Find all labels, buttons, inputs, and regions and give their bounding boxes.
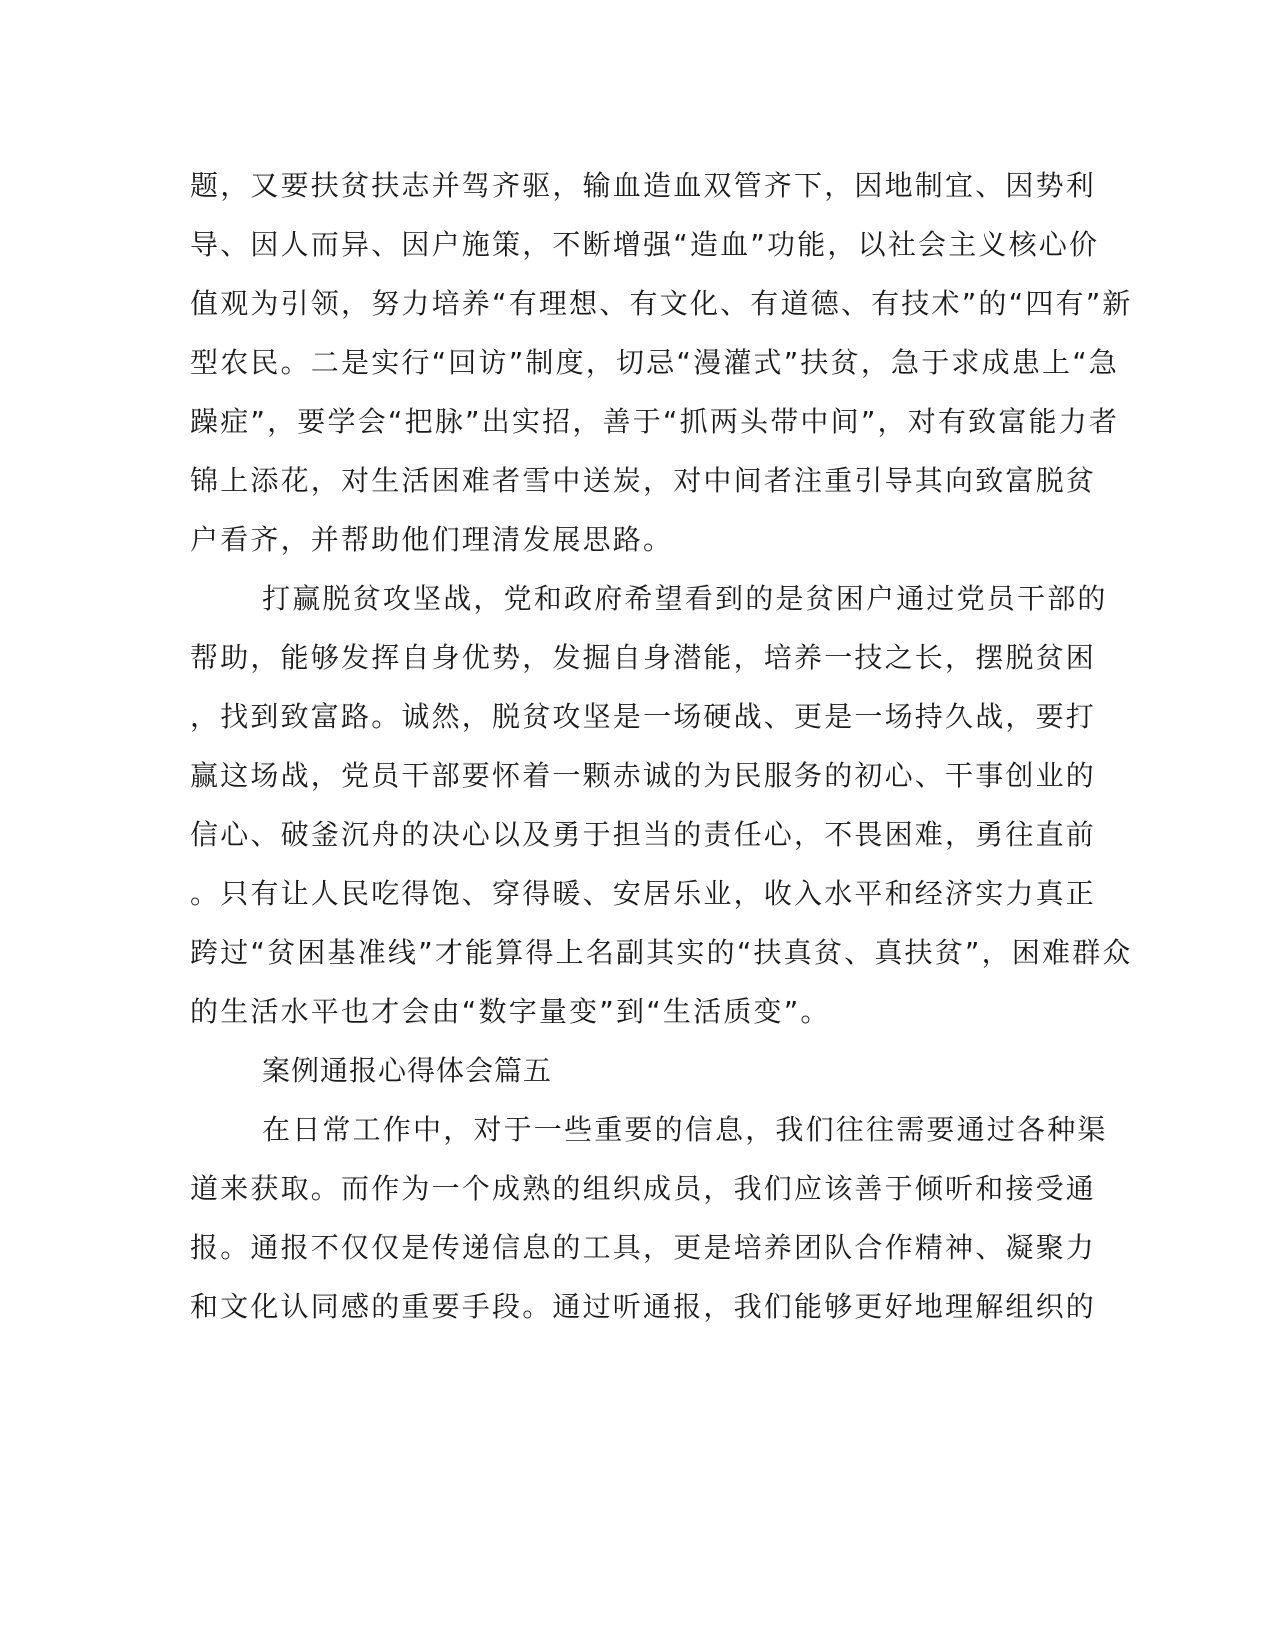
text-line: 型农民。二是实行“回访”制度，切忌“漫灌式”扶贫，急于求成患上“急	[190, 346, 1120, 379]
text-line: 信心、破釜沉舟的决心以及勇于担当的责任心，不畏困难，勇往直前	[190, 818, 1097, 851]
text-line: 躁症”，要学会“把脉”出实招，善于“抓两头带中间”，对有致富能力者	[190, 405, 1120, 438]
text-line: 跨过“贫困基准线”才能算得上名副其实的“扶真贫、真扶贫”，困难群众	[190, 936, 1133, 969]
text-line: 报。通报不仅仅是传递信息的工具，更是培养团队合作精神、凝聚力	[190, 1231, 1097, 1264]
text-line: 赢这场战，党员干部要怀着一颗赤诚的为民服务的初心、干事创业的	[190, 759, 1097, 792]
text-line: 题，又要扶贫扶志并驾齐驱，输血造血双管齐下，因地制宜、因势利	[190, 169, 1097, 202]
text-line: 帮助，能够发挥自身优势，发掘自身潜能，培养一技之长，摆脱贫困	[190, 641, 1097, 674]
text-line: 和文化认同感的重要手段。通过听通报，我们能够更好地理解组织的	[190, 1290, 1097, 1323]
text-line: 道来获取。而作为一个成熟的组织成员，我们应该善于倾听和接受通	[190, 1172, 1097, 1205]
text-line: 在日常工作中，对于一些重要的信息，我们往往需要通过各种渠	[262, 1113, 1108, 1146]
document-body	[190, 156, 1133, 1336]
text-line: ，找到致富路。诚然，脱贫攻坚是一场硬战、更是一场持久战，要打	[190, 700, 1097, 733]
section-heading: 案例通报心得体会篇五	[262, 1054, 553, 1087]
text-line: 的生活水平也才会由“数字量变”到“生活质变”。	[190, 995, 831, 1028]
text-line: 打赢脱贫攻坚战，党和政府希望看到的是贫困户通过党员干部的	[262, 582, 1108, 615]
text-line: 户看齐，并帮助他们理清发展思路。	[190, 523, 674, 556]
text-line: 导、因人而异、因户施策，不断增强“造血”功能，以社会主义核心价	[190, 228, 1100, 261]
text-line: 锦上添花，对生活困难者雪中送炭，对中间者注重引导其向致富脱贫	[190, 464, 1097, 497]
text-line: 值观为引领，努力培养“有理想、有文化、有道德、有技术”的“四有”新	[190, 287, 1133, 320]
text-line: 。只有让人民吃得饱、穿得暖、安居乐业，收入水平和经济实力真正	[190, 877, 1097, 910]
